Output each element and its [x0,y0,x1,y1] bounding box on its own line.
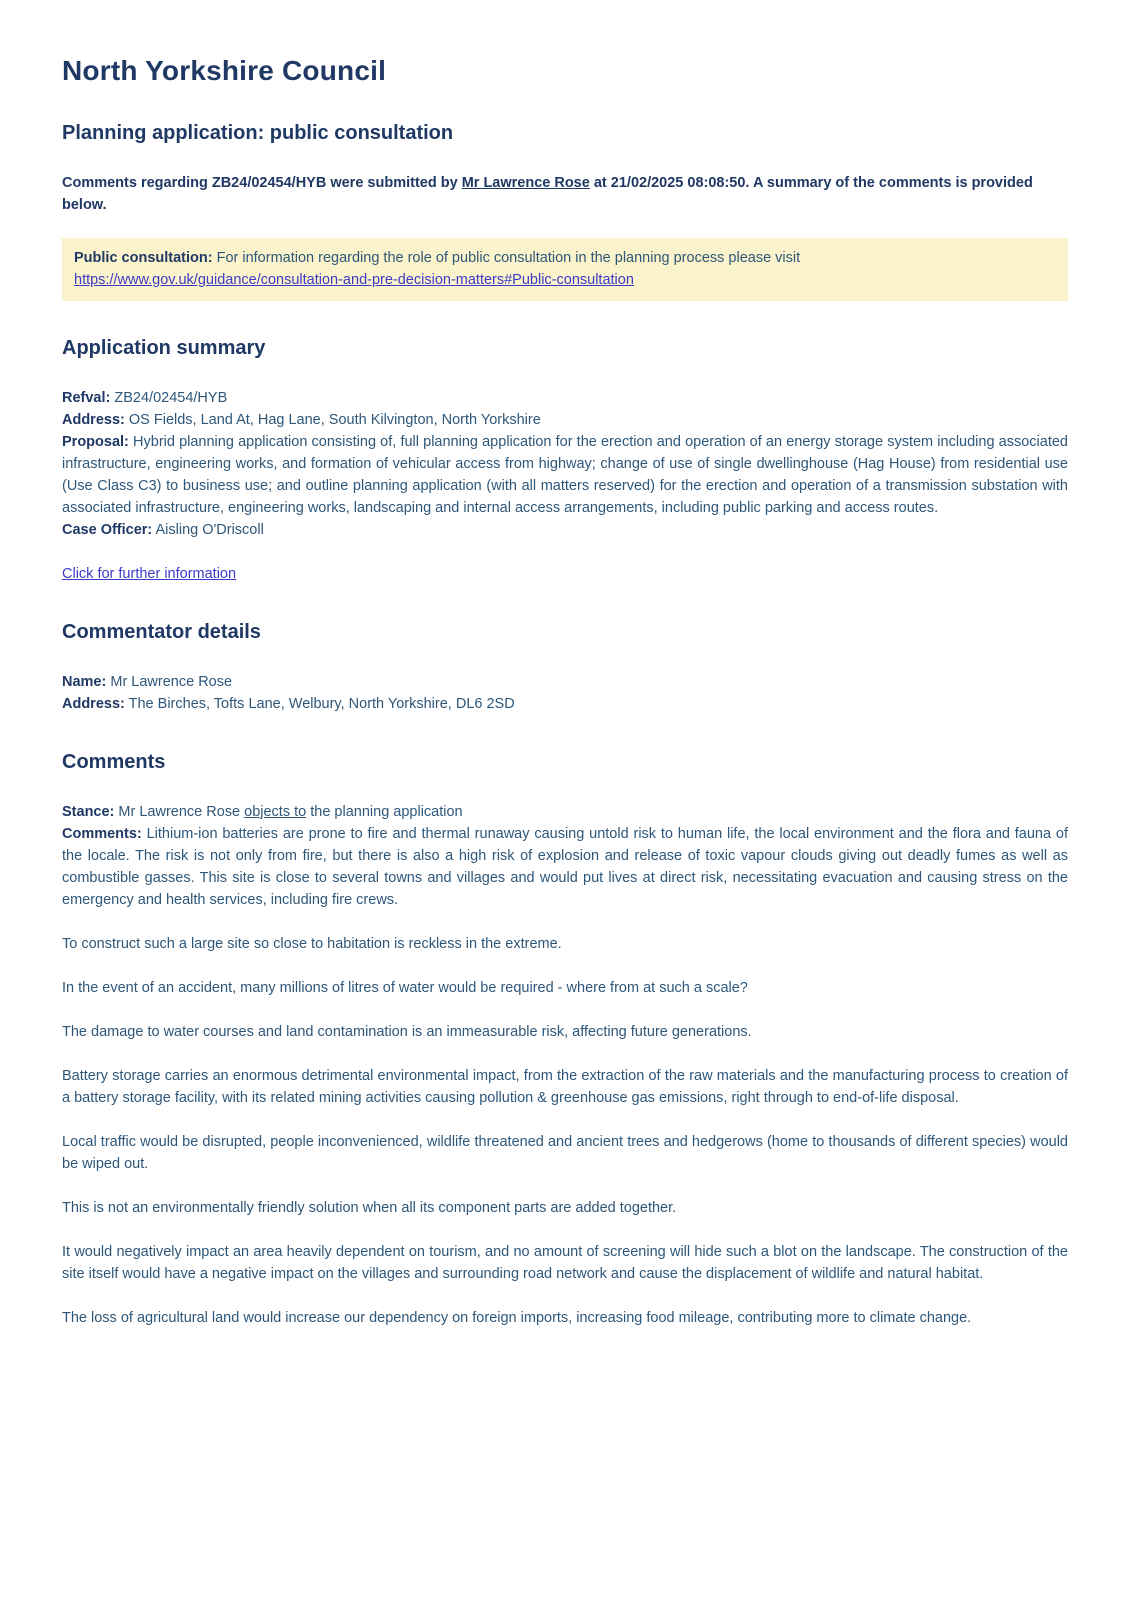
field-refval-label: Refval: [62,390,111,406]
commentator-name-link[interactable]: Mr Lawrence Rose [461,175,590,191]
comment-paragraph: To construct such a large site so close to habitation is reckless in the extreme. [62,936,562,952]
field-case-officer [62,519,1068,541]
field-proposal-value: Hybrid planning application consisting of, full planning application for the erection and operation of an energy storage system including associated infrastructure, engineering works, and formation of vehicular access from highway; change of use of single dwellinghouse (Hag House) from residential use (Use Class C3) to business use; and outline planning application (with all matters reserved) for the erection and operation of a transmission substation with associated infrastructure, engineering works, landscaping and internal access arrangements, including public parking and access routes. [62,434,1069,516]
comment-paragraph: The loss of agricultural land would increase our dependency on foreign imports, increasing food mileage, contributing more to climate change. [62,1310,972,1326]
stance-post: the planning application [310,804,463,820]
comment-paragraph: The damage to water courses and land contamination is an immeasurable risk, affecting future generations. [62,1024,752,1040]
section-heading-commentator-details: Commentator details [62,621,261,643]
comments-label: Comments: [62,826,142,842]
notice-text: For information regarding the role of public consultation in the planning process please visit [216,250,801,266]
field-refval [62,387,1068,409]
field-case-officer-label: Case Officer: [62,522,153,538]
field-name-label: Name: [62,674,107,690]
commentator-details-block [62,671,1068,715]
comment-paragraph: This is not an environmentally friendly solution when all its component parts are added together. [62,1200,677,1216]
field-commentator-address-value: The Birches, Tofts Lane, Welbury, North Yorkshire, DL6 2SD [128,696,515,712]
stance-label: Stance: [62,804,115,820]
stance-pre: Mr Lawrence Rose [118,804,241,820]
comments-first-text: Lithium-ion batteries are prone to fire and thermal runaway causing untold risk to human life, the local environment and the flora and fauna of the locale. The risk is not only from fire, but there is also a high risk of explosion and release of toxic vapour clouds giving out deadly fumes as well as combustible gasses. This site is close to several towns and villages and would put lives at direct risk, necessitating evacuation and causing stress on the emergency and health services, including fire crews. [62,826,1068,908]
field-address-value: OS Fields, Land At, Hag Lane, South Kilvington, North Yorkshire [128,412,541,428]
submission-summary-text [62,172,1068,216]
field-case-officer-value: Aisling O'Driscoll [155,522,264,538]
public-consultation-notice [62,238,1068,301]
field-commentator-address [62,693,1068,715]
application-summary-details [62,387,1068,541]
comment-paragraph: Battery storage carries an enormous detrimental environmental impact, from the extraction of the raw materials and the manufacturing process to creation of a battery storage facility, with its related mining activities causing pollution & greenhouse gas emissions, right through to end-of-life disposal. [62,1068,1068,1106]
submission-summary-post: at 21/02/2025 08:08:50. A summary of the comments is provided below. [62,175,1033,213]
further-information-line [62,563,1068,585]
field-name [62,671,1068,693]
field-address [62,409,1068,431]
comment-paragraph: Local traffic would be disrupted, people inconvenienced, wildlife threatened and ancient trees and hedgerows (home to thousands of different species) would be wiped out. [62,1134,1068,1172]
field-address-label: Address: [62,412,125,428]
gov-uk-consultation-link[interactable]: https://www.gov.uk/guidance/consultation-and-pre-decision-matters#Public-consultation [74,272,634,288]
stance-objects-to: objects to [244,804,307,820]
field-commentator-address-label: Address: [62,696,125,712]
section-heading-application-summary: Application summary [62,337,266,359]
comments-first-paragraph [62,823,1068,911]
field-proposal-label: Proposal: [62,434,129,450]
notice-label: Public consultation: [74,250,213,266]
field-refval-value: ZB24/02454/HYB [114,390,228,406]
submission-summary-pre: Comments regarding ZB24/02454/HYB were submitted by [62,175,458,191]
comment-paragraph: It would negatively impact an area heavily dependent on tourism, and no amount of screening will hide such a blot on the landscape. The construction of the site itself would have a negative impact on the villages and surrounding road network and cause the displacement of wildlife and natural habitat. [62,1244,1068,1282]
section-heading-public-consultation: Planning application: public consultation [62,122,454,144]
stance-line [62,801,1068,823]
comment-paragraph: In the event of an accident, many millions of litres of water would be required - where from at such a scale? [62,980,748,996]
comments-block [62,801,1068,1329]
section-heading-comments: Comments [62,751,166,773]
field-proposal [62,431,1068,519]
page-title: North Yorkshire Council [62,55,387,86]
further-information-link[interactable]: Click for further information [62,566,237,582]
field-name-value: Mr Lawrence Rose [110,674,233,690]
